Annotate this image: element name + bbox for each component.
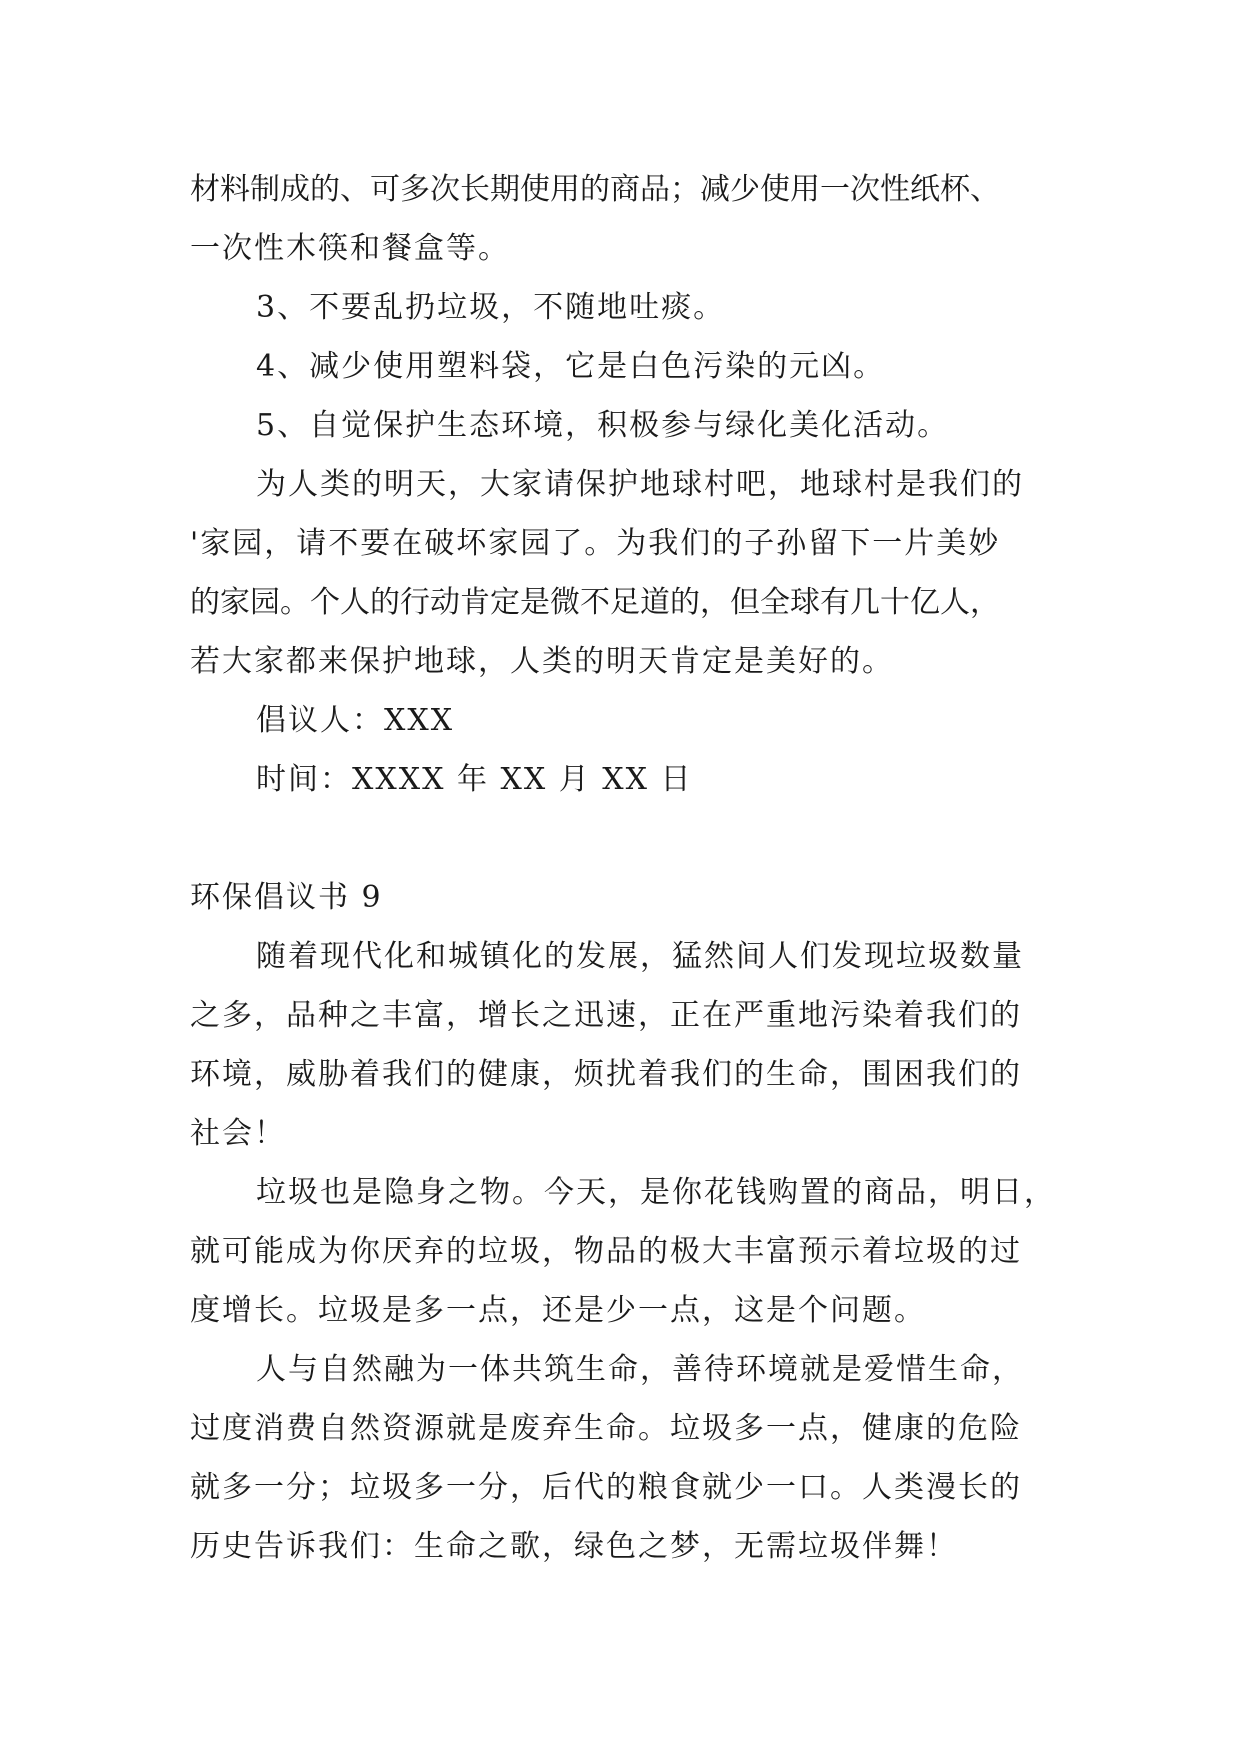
- paragraph-line: 人与自然融为一体共筑生命，善待环境就是爱惜生命，: [256, 1352, 1024, 1387]
- paragraph-line: 环境，威胁着我们的健康，烦扰着我们的生命，围困我们的: [190, 1057, 1022, 1092]
- paragraph-line: 垃圾也是隐身之物。今天，是你花钱购置的商品，明日，: [256, 1175, 1056, 1210]
- paragraph-line: 一次性木筷和餐盒等。: [190, 231, 510, 266]
- section-title: 环保倡议书 9: [190, 880, 383, 915]
- proposer-line: 倡议人：XXX: [256, 703, 455, 738]
- paragraph-line: 之多，品种之丰富，增长之迅速，正在严重地污染着我们的: [190, 998, 1022, 1033]
- paragraph-line: 过度消费自然资源就是废弃生命。垃圾多一点，健康的危险: [190, 1411, 1022, 1446]
- paragraph-line: 若大家都来保护地球，人类的明天肯定是美好的。: [190, 644, 894, 679]
- paragraph-line: 材料制成的、可多次长期使用的商品；减少使用一次性纸杯、: [190, 172, 1000, 207]
- paragraph-line: 就可能成为你厌弃的垃圾，物品的极大丰富预示着垃圾的过: [190, 1234, 1022, 1269]
- date-line: 时间：XXXX 年 XX 月 XX 日: [256, 762, 693, 797]
- paragraph-line: 历史告诉我们：生命之歌，绿色之梦，无需垃圾伴舞！: [190, 1529, 958, 1564]
- paragraph-line: 的家园。个人的行动肯定是微不足道的，但全球有几十亿人，: [190, 585, 1000, 620]
- list-item-4: 4、减少使用塑料袋，它是白色污染的元凶。: [256, 349, 886, 384]
- paragraph-line: 度增长。垃圾是多一点，还是少一点，这是个问题。: [190, 1293, 926, 1328]
- paragraph-line: '家园，请不要在破坏家园了。为我们的子孙留下一片美妙: [190, 526, 1001, 561]
- paragraph-line: 社会！: [190, 1116, 286, 1151]
- list-item-3: 3、不要乱扔垃圾，不随地吐痰。: [256, 290, 726, 325]
- section-gap: [190, 809, 1050, 868]
- paragraph-line: 随着现代化和城镇化的发展，猛然间人们发现垃圾数量: [256, 939, 1024, 974]
- paragraph-line: 就多一分；垃圾多一分，后代的粮食就少一口。人类漫长的: [190, 1470, 1022, 1505]
- list-item-5: 5、自觉保护生态环境，积极参与绿化美化活动。: [256, 408, 950, 443]
- document-body: [190, 160, 1056, 1576]
- paragraph-line: 为人类的明天，大家请保护地球村吧，地球村是我们的: [256, 467, 1024, 502]
